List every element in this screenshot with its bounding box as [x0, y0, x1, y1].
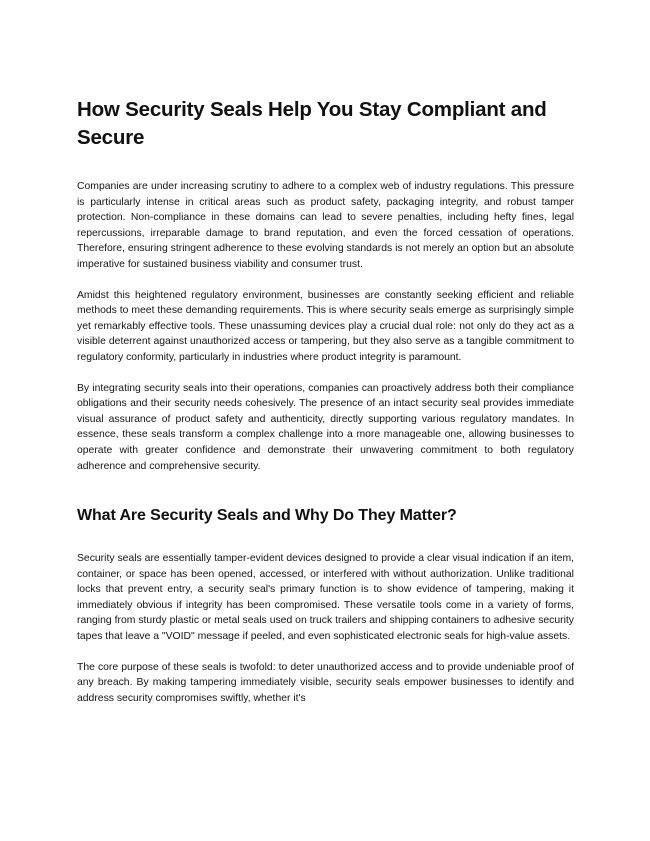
intro-paragraph-1: Companies are under increasing scrutiny to adhere to a complex web of industry regulations. This pressure is particularly intense in critical areas such as product safety, packaging integrity, and robust tamper protection. Non-compliance in these domains can lead to severe penalties, including hefty fines, legal repercussions, irreparable damage to brand reputation, and even the forced cessation of operations. Therefore, ensuring stringent adherence to these evolving standards is not merely an option but an absolute imperative for sustained business viability and consumer trust.	[77, 181, 574, 270]
intro-paragraph-3: By integrating security seals into their operations, companies can proactively address both their compliance obligations and their security needs cohesively. The presence of an intact security seal provides immediate visual assurance of product safety and authenticity, directly supporting various regulatory mandates. In essence, these seals transform a complex challenge into a more manageable one, allowing businesses to operate with greater confidence and demonstrate their unwavering commitment to both regulatory adherence and comprehensive security.	[77, 382, 574, 472]
section-paragraph-1: Security seals are essentially tamper-evident devices designed to provide a clear visual indication if an item, container, or space has been opened, accessed, or interfered with without authorization. Unlike traditional locks that prevent entry, a security seal's primary function is to show evidence of tampering, making it immediately obvious if integrity has been compromised. These versatile tools come in a variety of forms, ranging from sturdy plastic or metal seals used on truck trailers and shipping containers to adhesive security tapes that leave a "VOID" message if peeled, and even sophisticated electronic seals for high-value assets.	[77, 553, 574, 643]
section-heading: What Are Security Seals and Why Do They Matter?	[77, 507, 457, 525]
page-title: How Security Seals Help You Stay Compliant and Secure	[77, 98, 547, 149]
intro-paragraph-2: Amidst this heightened regulatory environment, businesses are constantly seeking efficient and reliable methods to meet these demanding requirements. This is where security seals emerge as surprisingly simple yet remarkably effective tools. These unassuming devices play a crucial dual role: not only do they act as a visible deterrent against unauthorized access or tampering, but they also serve as a tangible commitment to regulatory conformity, particularly in industries where product integrity is paramount.	[77, 289, 574, 363]
document-page	[77, 96, 574, 706]
section-paragraph-2: The core purpose of these seals is twofold: to deter unauthorized access and to provide undeniable proof of any breach. By making tampering immediately visible, security seals empower businesses to identify and address security compromises swiftly, whether it's	[77, 661, 574, 704]
